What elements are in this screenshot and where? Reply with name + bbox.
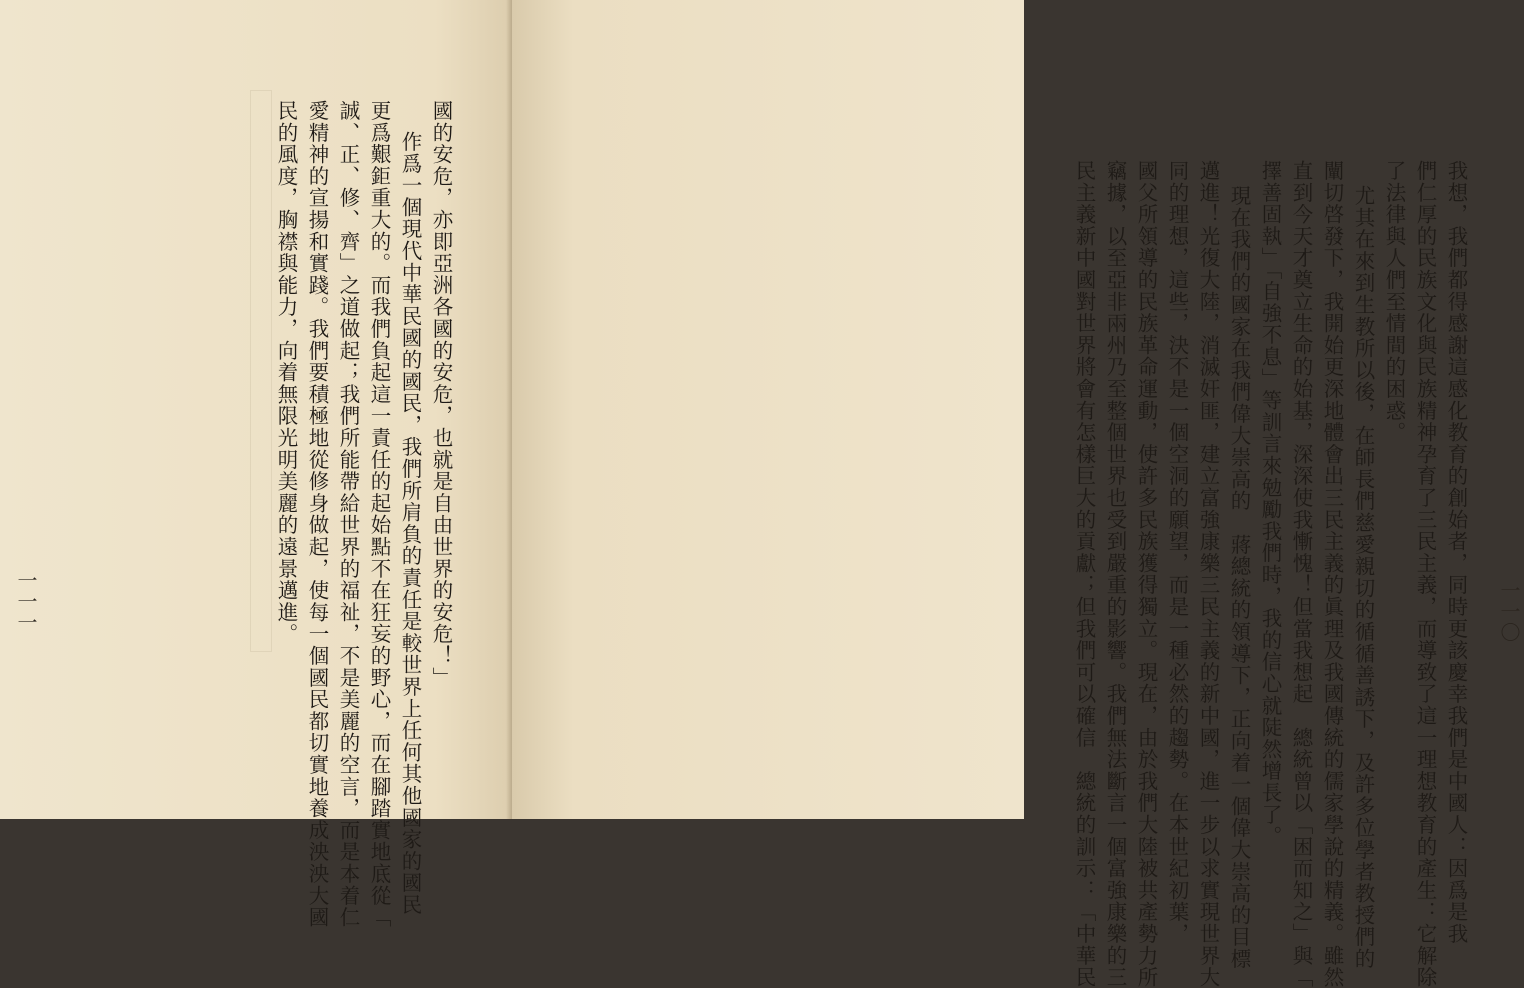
text-column: 民主義新中國對世界將會有怎樣巨大的貢獻；但我們可以確信 總統的訓示：「中華民 xyxy=(1072,160,1096,988)
show-through-mark xyxy=(250,90,272,652)
text-column: 尤其在來到生教所以後，在師長們慈愛親切的循循善誘下，及許多位學者教授們的 xyxy=(1351,185,1375,970)
text-column: 竊據，以至亞非兩州乃至整個世界也受到嚴重的影響。我們無法斷言一個富強康樂的三 xyxy=(1103,160,1127,988)
text-column: 愛精神的宣揚和實踐。我們要積極地從修身做起，使每一個國民都切實地養成泱泱大國 xyxy=(305,100,329,929)
text-column: 我想，我們都得感謝這感化教育的創始者，同時更該慶幸我們是中國人：因爲是我 xyxy=(1444,160,1468,945)
text-column: 民的風度，胸襟與能力，向着無限光明美麗的遠景邁進。 xyxy=(274,100,298,645)
text-column: 更爲艱鉅重大的。而我們負起這一責任的起始點不在狂妄的野心，而在腳踏實地底從「 xyxy=(367,100,391,929)
text-column: 邁進！光復大陸，消滅奸匪，建立富強康樂三民主義的新中國，進一步以求實現世界大 xyxy=(1196,160,1220,988)
text-column: 了法律與人們至情間的困惑。 xyxy=(1382,160,1406,444)
text-column: 國的安危，亦即亞洲各國的安危，也就是自由世界的安危！」 xyxy=(429,100,453,689)
right-page-text xyxy=(1068,160,1471,988)
text-column: 闡切啓發下，我開始更深地體會出三民主義的眞理及我國傳統的儒家學說的精義。雖然 xyxy=(1320,160,1344,988)
text-column: 作爲一個現代中華民國的國民，我們所肩負的責任是較世界上任何其他國家的國民 xyxy=(398,131,422,916)
left-page xyxy=(0,0,512,929)
text-column: 國父所領導的民族革命運動，使許多民族獲得獨立。現在，由於我們大陸被共產勢力所 xyxy=(1134,160,1158,988)
text-column: 擇善固執」「自強不息」等訓言來勉勵我們時，我的信心就陡然增長了。 xyxy=(1258,160,1282,848)
text-column: 同的理想，這些，決不是一個空洞的願望，而是一種必然的趨勢。在本世紀初葉， xyxy=(1165,160,1189,945)
page-number-right: 一一〇 xyxy=(1497,580,1521,643)
page-number-left: 一一一 xyxy=(14,570,38,633)
text-column: 現在我們的國家在我們偉大崇高的 蔣總統的領導下，正向着一個偉大崇高的目標 xyxy=(1227,185,1251,970)
text-column: 直到今天才奠立生命的始基，深深使我慚愧！但當我想起 總統曾以「困而知之」與「 xyxy=(1289,160,1313,988)
text-column: 誠、正、修、齊」之道做起；我們所能帶給世界的福祉，不是美麗的空言，而是本着仁 xyxy=(336,100,360,929)
text-column: 們仁厚的民族文化與民族精神孕育了三民主義，而導致了這一理想教育的產生：它解除 xyxy=(1413,160,1437,988)
left-page-text xyxy=(270,100,456,928)
right-page xyxy=(512,0,1521,988)
